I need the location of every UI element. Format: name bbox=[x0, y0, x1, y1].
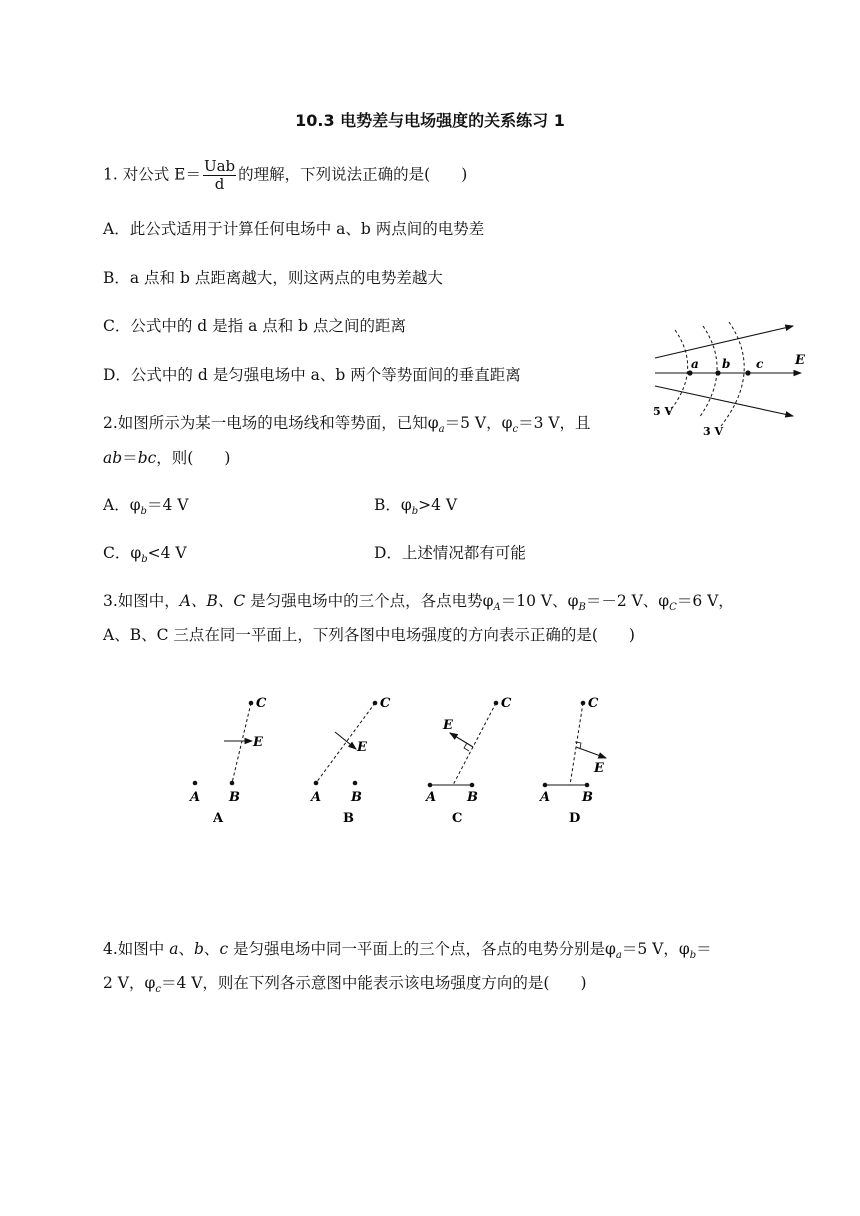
point-a bbox=[687, 370, 692, 375]
q4-text-b: 是匀强电场中同一平面上的三个点，各点的电势分别是φ bbox=[228, 940, 616, 958]
q3-figure-c bbox=[424, 696, 512, 826]
q2-ab: ab bbox=[103, 449, 123, 467]
label-5v: 5 V bbox=[653, 405, 674, 418]
equipotential-mid bbox=[699, 326, 717, 418]
q2-field-figure bbox=[645, 318, 815, 440]
q4-text-c: ＝5 V，φ bbox=[621, 940, 690, 958]
q3-figure-b bbox=[309, 696, 391, 826]
q1-frac-num: Uab bbox=[203, 157, 236, 175]
q2-option-b bbox=[374, 494, 457, 523]
q2-option-a bbox=[103, 494, 188, 523]
q3-text-b: 是匀强电场中的三个点，各点电势φ bbox=[245, 592, 494, 610]
q4-stem-line2 bbox=[103, 972, 587, 1001]
q3-text-a: 3.如图中， bbox=[103, 592, 180, 610]
q2-sub-a: a bbox=[438, 424, 445, 436]
q3-options-figure bbox=[180, 685, 620, 830]
q4-a: a bbox=[169, 940, 179, 958]
q2-end: ，则( ) bbox=[156, 449, 231, 467]
q1-prefix: 1. 对公式 E＝ bbox=[103, 165, 201, 184]
fig-d-label-B: B bbox=[582, 790, 593, 805]
fig-b-label-C: C bbox=[380, 696, 391, 711]
q4-sub-b: b bbox=[689, 950, 697, 962]
q2-opt-a-sub: b bbox=[140, 506, 147, 518]
fig-d-label-A: A bbox=[540, 790, 551, 805]
q3-text-c: ＝10 V、φ bbox=[500, 592, 579, 610]
q2-text-a: 2.如图所示为某一电场的电场线和等势面，已知φ bbox=[103, 414, 439, 432]
q2-stem-line1 bbox=[103, 412, 591, 441]
q4-text-e: 2 V，φ bbox=[103, 974, 156, 992]
q1-stem bbox=[103, 158, 467, 193]
q2-opt-a-pre: A．φ bbox=[103, 496, 141, 514]
q3-figure-a bbox=[188, 696, 267, 826]
fig-c-label-C: C bbox=[501, 696, 512, 711]
q4-sep1: 、 bbox=[178, 940, 194, 958]
fig-d-label-C: C bbox=[588, 696, 599, 711]
fig-b-label-E: E bbox=[357, 740, 367, 755]
q1-frac-den: d bbox=[214, 175, 225, 193]
q1-option-a: A．此公式适用于计算任何电场中 a、b 两点间的电势差 bbox=[103, 220, 485, 238]
q2-text-c: ＝3 V，且 bbox=[518, 414, 591, 432]
q2-opt-c-sub: b bbox=[141, 554, 148, 566]
q4-text-f: ＝4 V，则在下列各示意图中能表示该电场强度方向的是( ) bbox=[160, 974, 587, 992]
q2-opt-b-sub: b bbox=[411, 506, 419, 518]
q4-sub-c: c bbox=[155, 984, 161, 996]
q2-bc: bc bbox=[137, 449, 157, 467]
q4-b: b bbox=[193, 940, 204, 958]
fig-b-label-B: B bbox=[351, 790, 362, 805]
fig-a-label-B: B bbox=[229, 790, 240, 805]
q4-sep2: 、 bbox=[203, 940, 220, 958]
q3-text-d: ＝－2 V、φ bbox=[585, 592, 670, 610]
fig-a-label-C: C bbox=[256, 696, 267, 711]
q1-option-d: D．公式中的 d 是匀强电场中 a、b 两个等势面间的垂直距离 bbox=[103, 366, 521, 384]
q3-sub-C: C bbox=[669, 602, 677, 614]
fig-d-label-E: E bbox=[594, 761, 604, 776]
point-c bbox=[745, 370, 750, 375]
fig-c-caption: C bbox=[452, 811, 463, 826]
label-c: c bbox=[756, 357, 764, 371]
fig-c-label-B: B bbox=[467, 790, 478, 805]
fig-c-label-E: E bbox=[443, 718, 453, 733]
label-E: E bbox=[795, 353, 805, 368]
q3-figure-d bbox=[538, 696, 606, 826]
point-b bbox=[715, 370, 720, 375]
field-line-bottom bbox=[655, 386, 793, 416]
q2-opt-b-post: >4 V bbox=[418, 496, 458, 514]
fig-c-label-A: A bbox=[426, 790, 437, 805]
q4-text-d: ＝ bbox=[696, 940, 712, 958]
fig-a-caption: A bbox=[213, 811, 224, 826]
label-a: a bbox=[691, 357, 699, 371]
q2-text-b: ＝5 V，φ bbox=[444, 414, 513, 432]
q2-opt-c-post: <4 V bbox=[147, 544, 187, 562]
label-3v: 3 V bbox=[703, 425, 724, 438]
q3-text-e: ＝6 V， bbox=[676, 592, 734, 610]
q4-c: c bbox=[219, 940, 229, 958]
q1-suffix: 的理解，下列说法正确的是( ) bbox=[238, 165, 468, 184]
q3-stem-line2: A、B、C 三点在同一平面上，下列各图中电场强度的方向表示正确的是( ) bbox=[103, 626, 635, 644]
q1-formula-fraction bbox=[203, 158, 236, 193]
fig-d-caption: D bbox=[569, 811, 581, 826]
q3-stem-line1 bbox=[103, 590, 734, 619]
q4-text-a: 4.如图中 bbox=[103, 940, 170, 958]
fig-a-label-A: A bbox=[190, 790, 201, 805]
q3-sub-B: B bbox=[578, 602, 586, 614]
q3-sub-A: A bbox=[493, 602, 501, 614]
q3-letters: A、B、C bbox=[179, 592, 246, 610]
label-b: b bbox=[722, 357, 731, 371]
q2-opt-b-pre: B．φ bbox=[374, 496, 412, 514]
fig-a-label-E: E bbox=[253, 735, 263, 750]
q4-stem-line1 bbox=[103, 938, 712, 967]
q2-option-d: D．上述情况都有可能 bbox=[374, 544, 526, 562]
q2-opt-a-post: ＝4 V bbox=[146, 496, 189, 514]
fig-b-label-A: A bbox=[311, 790, 322, 805]
q2-stem-line2 bbox=[103, 447, 230, 469]
fig-b-caption: B bbox=[343, 811, 354, 826]
q1-option-b: B．a 点和 b 点距离越大，则这两点的电势差越大 bbox=[103, 269, 443, 287]
equipotential-5v bbox=[669, 330, 688, 412]
q2-opt-c-pre: C．φ bbox=[103, 544, 142, 562]
q2-eq: ＝ bbox=[122, 449, 138, 467]
q2-sub-c: c bbox=[512, 424, 519, 436]
q2-option-c bbox=[103, 542, 187, 571]
page-title: 10.3 电势差与电场强度的关系练习 1 bbox=[295, 111, 565, 130]
q4-sub-a: a bbox=[615, 950, 622, 962]
q1-option-c: C．公式中的 d 是指 a 点和 b 点之间的距离 bbox=[103, 317, 407, 335]
